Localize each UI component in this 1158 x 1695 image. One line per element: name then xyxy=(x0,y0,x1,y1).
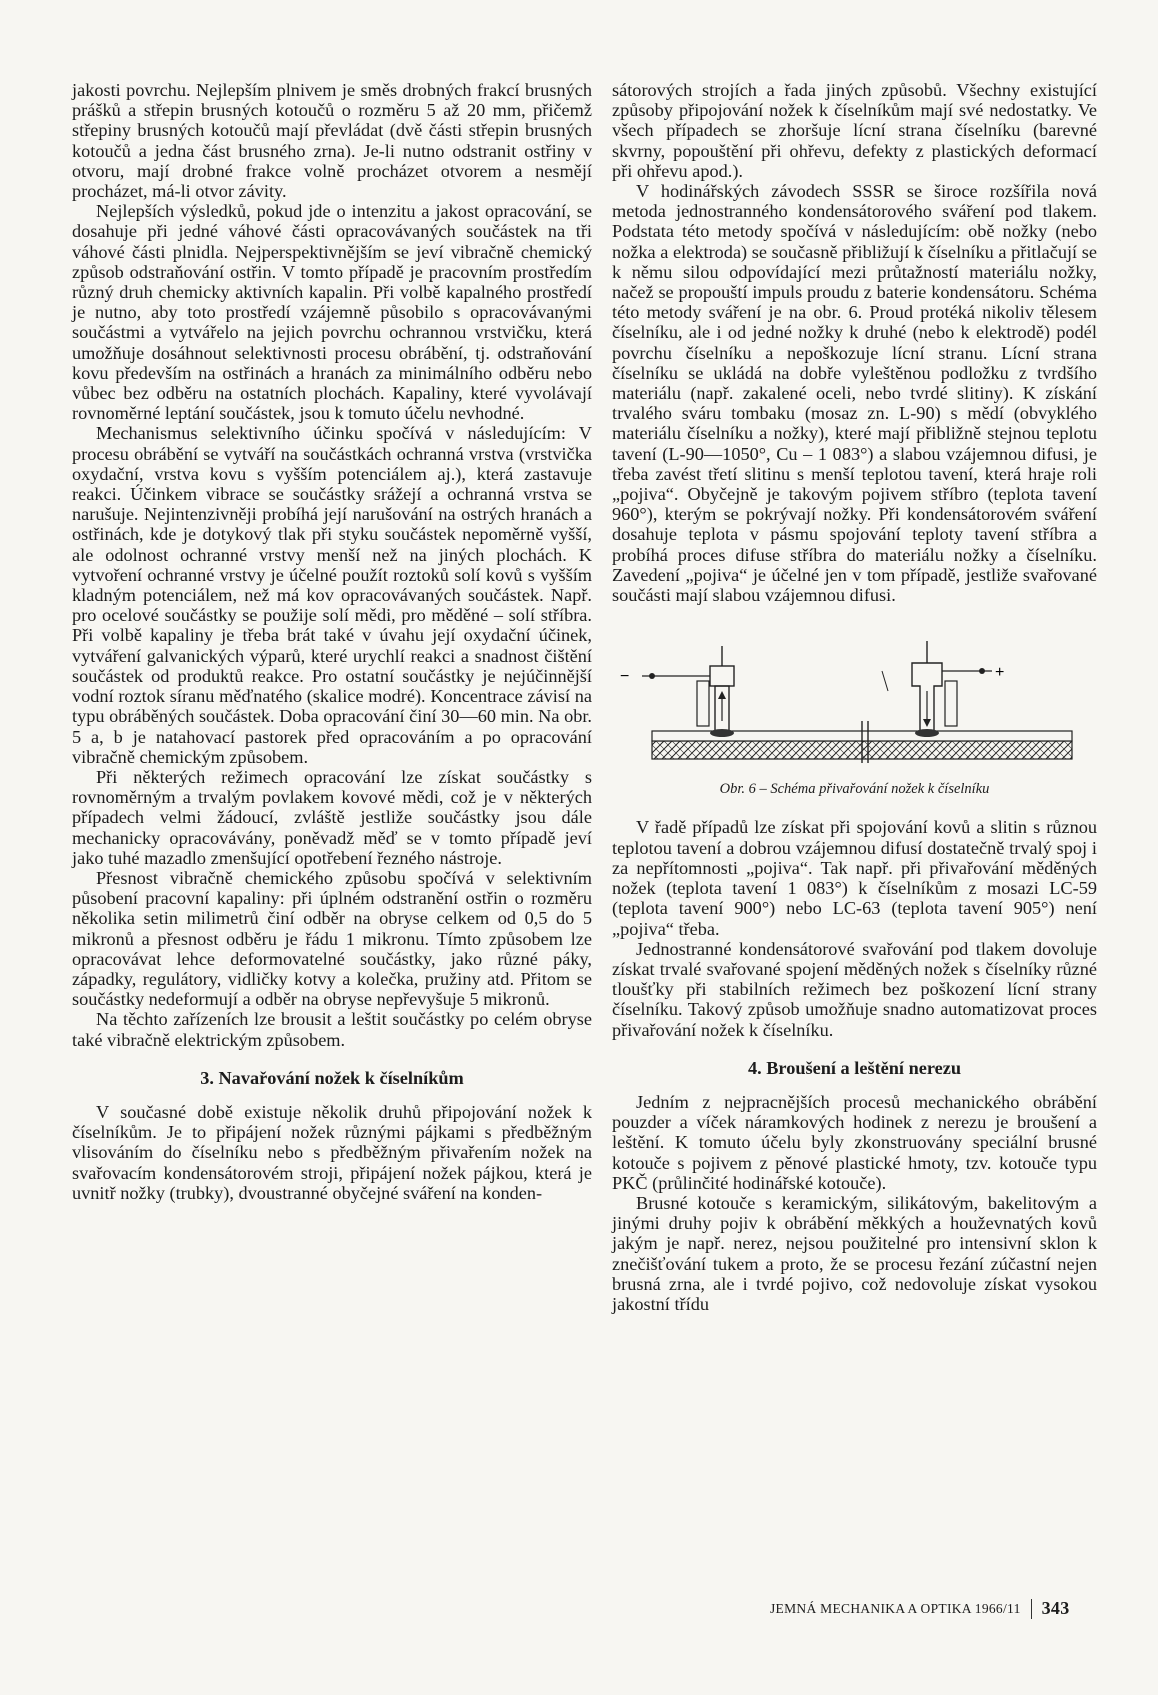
figure-caption: Obr. 6 – Schéma přivařování nožek k číselníku xyxy=(719,781,990,798)
paragraph: Mechanismus selektivního účinku spočívá v následujícím: V procesu obrábění se vytváří na součástkách ochranná vrstva (vrstvička oxydační, vrstva kovu s vyšším potenciálem aj.), která zastavuje reakci. Účinkem vibrace se součástky srážejí a ochranná vrstva se narušuje. Nejintenzivněji probíhá její narušování na ostrých hranách a ostřinách, kde je dotykový tlak při styku součástek nepoměrně vyšší, ale odolnost ochranné vrstvy menší než na jiných plochách. K vytvoření ochranné vrstvy je účelné použít roztoků solí kovů s vyšším kladným potenciálem, než má kov opracovávaných součástek. Např. pro ocelové součástky se použije solí mědi, pro měděné – solí stříbra. Při volbě kapaliny je třeba brát také v úvahu její oxydační účinek, vytváření galvanických výparů, které urychlí reakci a snadnost čištění součástek od produktů reakce. Pro ostatní součástky je nejúčinnější vodní roztok síranu měďnatého (skalice modré). Koncentrace závisí na typu obráběných součástek. Doba opracování činí 30—60 min. Na obr. 5 a, b je natahovací pastorek před opracováním a po opracování vibračně chemickým způsobem. xyxy=(72,423,592,767)
paragraph: sátorových strojích a řada jiných způsobů. Všechny existující způsoby připojování nožek k číselníkům mají své nedostatky. Ve všech případech se zhoršuje lícní strana číselníku (barevné skvrny, popouštění při ohřevu, defekty z plastických deformací při ohřevu apod.). xyxy=(612,80,1097,181)
journal-name: JEMNÁ MECHANIKA A OPTIKA 1966/11 xyxy=(770,1600,1021,1616)
section-heading: 4. Broušení a leštění nerezu xyxy=(747,1057,962,1078)
welding-diagram xyxy=(612,641,1097,771)
paragraph: V hodinářských závodech SSSR se široce rozšířila nová metoda jednostranného kondensátorového sváření pod tlakem. Podstata této metody spočívá v následujícím: obě nožky (nebo nožka a elektroda) se současně přibližují k číselníku a přitlačují se k němu silou odpovídající mezi průtažností materiálu nožky, načež se propouští impuls proudu z baterie kondensátoru. Schéma této metody sváření je na obr. 6. Proud protéká nikoliv tělesem číselníku, ale i od jedné nožky k druhé (nebo k elektrodě) podél povrchu číselníku a nepoškozuje lícní stranu. Lícní strana číselníku se ukládá na dobře vyleštěnou podložku z tvrdšího materiálu (např. zakalené oceli, nebo tvrdé slitiny). K získání trvalého sváru tombaku (mosaz zn. L-90) s mědí (obvyklého materiálu číselníku a nožky), které mají přibližně stejnou teplotu tavení (L-90—1050°, Cu – 1 083°) a slabou vzájemnou difusi, je třeba zavést třetí slitinu s menší teplotou tavení, která hraje roli „pojiva“. Obyčejně je takovým pojivem stříbro (teplota tavení 960°), kterým se pokrývají nožky. Při kondensátorovém sváření dosahuje teplota v pásmu spojování teploty tavení stříbra a probíhá proces difuse stříbra do materiálu nožky a číselníku. Zavedení „pojiva“ je účelné jen v tom případě, jestliže svařované součásti mají slabou vzájemnou difusi. xyxy=(612,181,1097,606)
paragraph: V řadě případů lze získat při spojování kovů a slitin s různou teplotou tavení a dobrou vzájemnou difusí dostatečně trvalý spoj i za nepřítomnosti „pojiva“. Tak např. při přivařování měděných nožek (teplota tavení 1 083°) k číselníkům z mosazi LC-59 (teplota tavení 900°) nebo LC-63 (teplota tavení 905°) není „pojiva“ třeba. xyxy=(612,817,1097,939)
left-electrode xyxy=(620,646,734,737)
right-column xyxy=(612,80,1097,1314)
paragraph: Jednostranné kondensátorové svařování pod tlakem dovoluje získat trvalé svařované spojení měděných nožek s číselníky různé tloušťky při stabilních režimech bez poškození lícní strany číselníku. Takový způsob umožňuje snadno automatizovat proces přivařování nožek k číselníku. xyxy=(612,938,1097,1040)
paragraph: Brusné kotouče s keramickým, silikátovým, bakelitovým a jinými druhy pojiv k obrábění měkkých a houževnatých kovů jakým je např. nerez, nejsou použitelné pro intensivní sklon k znečišťování tukem a proto, že se procesu řezání zúčastní nejen brusná zrna, ale i tvrdé pojivo, což nedovoluje získat vysokou jakostní třídu xyxy=(612,1192,1097,1314)
paragraph: Při některých režimech opracování lze získat součástky s rovnoměrným a trvalým povlakem kovové mědi, což je v některých případech velmi žádoucí, zvláště jestliže součástky jsou dále mechanicky opracovávány, poněvadž měď se v tomto případě jeví jako tuhé mazadlo zmenšující opotřebení řezného nástroje. xyxy=(72,766,592,868)
plus-sign: + xyxy=(995,664,1005,682)
paragraph: Přesnost vibračně chemického způsobu spočívá v selektivním působení pracovní kapaliny: při úplném odstranění ostřin o rozměru několika setin milimetrů činí odběr na obryse celkem od 0,5 do 5 mikronů a přesnost odběru je řádu 1 mikronu. Tímto způsobem lze opracovávat lehce deformovatelné součástky, jako různé páky, západky, regulátory, vidličky kotvy a kolečka, pružiny atd. Přitom se součástky nedeformují a odběr na obryse nepřevyšuje 5 mikronů. xyxy=(72,867,592,1010)
paragraph: Jedním z nejpracnějších procesů mechanického obrábění pouzder a víček náramkových hodinek z nerezu je broušení a leštění. K tomuto účelu byly zkonstruovány speciální brusné kotouče s pojivem z pěnové plastické hmoty, tzv. kotouče typu PKČ (průlinčité hodinářské kotouče). xyxy=(612,1091,1097,1193)
page-number: 343 xyxy=(1041,1598,1070,1618)
paragraph: jakosti povrchu. Nejlepším plnivem je směs drobných frakcí brusných prášků a střepin brusných kotoučů o rozměru 5 až 20 mm, přičemž střepiny brusných kotoučů mají převládat (dvě části střepin brusných kotoučů a jedna část brusného zrna). Je-li nutno odstranit ostřiny v otvoru, mají drobné frakce volně procházet otvorem a nesmějí procházet, má-li otvor závity. xyxy=(72,80,592,202)
footer-divider xyxy=(1031,1599,1032,1619)
section-heading: 3. Navařování nožek k číselníkům xyxy=(200,1067,464,1088)
left-column xyxy=(72,80,592,1203)
paragraph: Nejlepších výsledků, pokud jde o intenzitu a jakost opracování, se dosahuje při jedné váhové části opracovávaných součástek na tři váhové části plnidla. Nejperspektivnějším se jeví vibračně chemický způsob odstraňování ostřin. V tomto případě je pracovním prostředím různý druh chemicky aktivních kapalin. Při volbě kapalného prostředí je nutno, aby toto prostředí vzájemně působilo s opracovávanými součástmi a vytvářelo na jejich povrchu ochrannou vrstvičku, která umožňuje dosáhnout selektivnosti procesu obrábění, tj. odstraňování kovu především na ostřinách a hranách za minimálního odběru nebo vůbec bez odběru na ostatních plochách. Kapaliny, které vyvolávají rovnoměrné leptání součástek, jsou k tomuto účelu nevhodné. xyxy=(72,201,592,424)
page-footer xyxy=(770,1598,1110,1619)
figure-welding-schematic xyxy=(612,641,1097,799)
paragraph: Na těchto zařízeních lze brousit a leštit součástky po celém obryse také vibračně elektrickým způsobem. xyxy=(72,1009,592,1050)
paragraph: V současné době existuje několik druhů připojování nožek k číselníkům. Je to připájení nožek různými pájkami s předběžným vlisováním do číselníku nebo s předběžným přivařením nožek na svařovacím kondensátorovém stroji, připájení nožek pájkou, která je uvnitř nožky (trubky), dvoustranné obyčejné sváření na konden- xyxy=(72,1101,592,1203)
minus-sign: − xyxy=(620,668,630,686)
right-electrode xyxy=(882,641,1004,737)
